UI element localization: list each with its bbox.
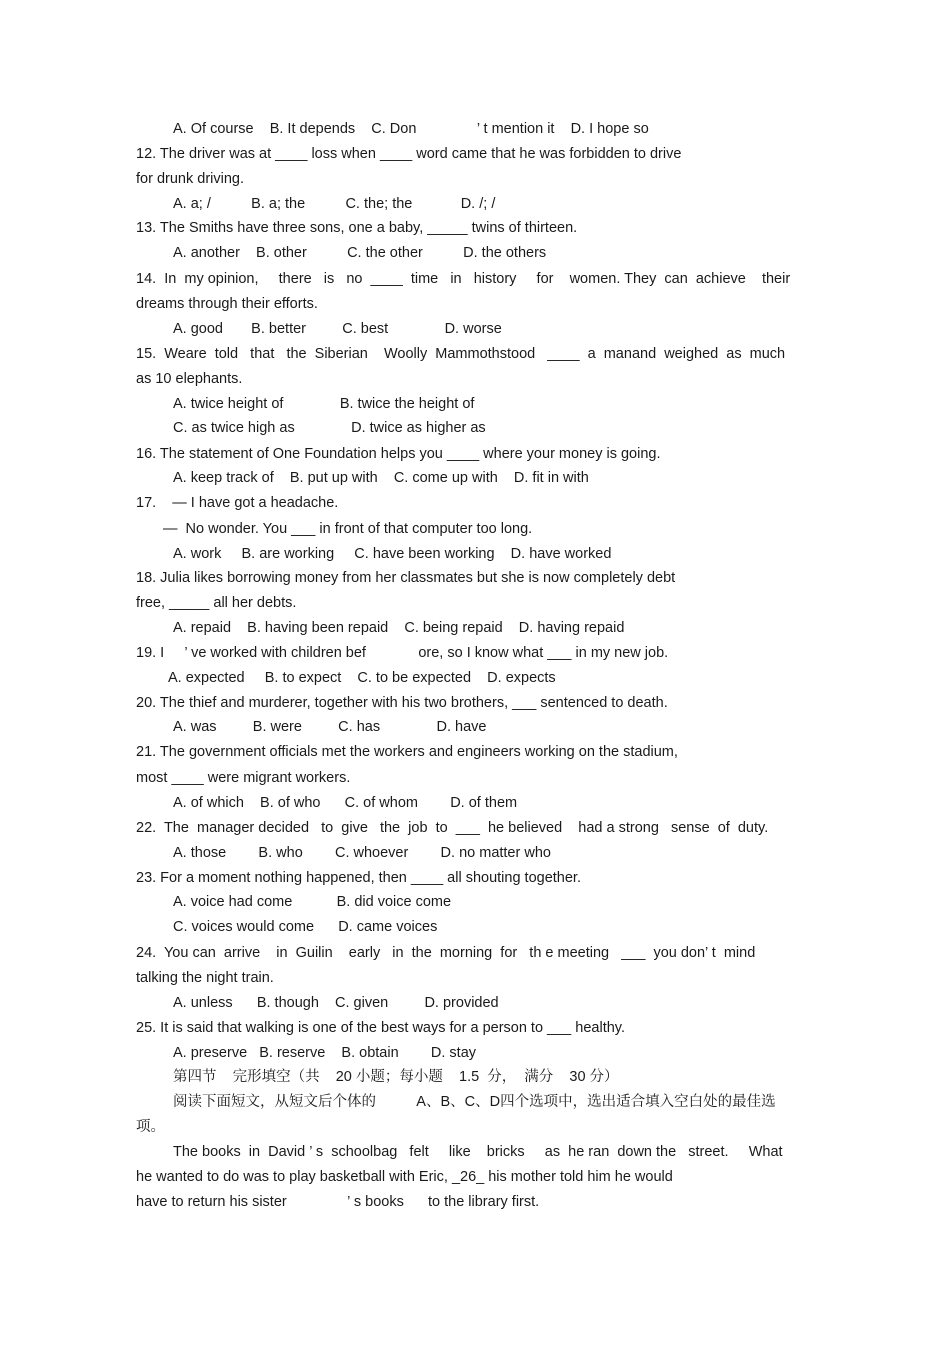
q20-stem: 20. The thief and murderer, together with his two brothers, ___ sentenced to death.	[136, 695, 668, 711]
q25-options: A. preserve B. reserve B. obtain D. stay	[173, 1045, 477, 1061]
q13-stem: 13. The Smiths have three sons, one a baby, _____ twins of thirteen.	[136, 220, 578, 236]
q18-stem-cont: free, _____ all her debts.	[136, 595, 297, 611]
q16-stem: 16. The statement of One Foundation helps you ____ where your money is going.	[136, 446, 661, 462]
q14-options: A. good B. better C. best D. worse	[173, 321, 502, 337]
q14-stem: 14. In my opinion, there is no ____ time in history for women. They can achieve their	[136, 271, 791, 287]
q20-options: A. was B. were C. has D. have	[173, 719, 487, 735]
q22-stem: 22. The manager decided to give the job to ___ he believed had a strong sense of duty.	[136, 820, 769, 836]
q13-options: A. another B. other C. the other D. the others	[173, 245, 547, 261]
q12-options: A. a; / B. a; the C. the; the D. /; /	[173, 196, 496, 212]
q11-options: A. Of course B. It depends C. Don ’ t mention it D. I hope so	[173, 121, 649, 137]
q23-options-cd: C. voices would come D. came voices	[173, 919, 438, 935]
q24-options: A. unless B. though C. given D. provided	[173, 995, 499, 1011]
q14-stem-cont: dreams through their efforts.	[136, 296, 318, 312]
q17-stem: 17. — I have got a headache.	[136, 495, 339, 511]
q16-options: A. keep track of B. put up with C. come up with D. fit in with	[173, 470, 589, 486]
q18-options: A. repaid B. having been repaid C. being repaid D. having repaid	[173, 620, 625, 636]
q21-stem: 21. The government officials met the workers and engineers working on the stadium,	[136, 744, 678, 760]
q15-options-cd: C. as twice high as D. twice as higher as	[173, 420, 486, 436]
q15-options-ab: A. twice height of B. twice the height of	[173, 396, 475, 412]
q24-stem-cont: talking the night train.	[136, 970, 274, 986]
q17-reply: — No wonder. You ___ in front of that computer too long.	[163, 521, 533, 537]
q19-options: A. expected B. to expect C. to be expected D. expects	[168, 670, 556, 686]
section-four-heading: 第四节 完形填空（共 20 小题；每小题 1.5 分， 满分 30 分）	[173, 1069, 619, 1085]
q22-options: A. those B. who C. whoever D. no matter who	[173, 845, 551, 861]
q12-stem: 12. The driver was at ____ loss when ____ word came that he was forbidden to drive	[136, 146, 682, 162]
passage-line-2: he wanted to do was to play basketball with Eric, _26_ his mother told him he would	[136, 1169, 673, 1185]
section-instructions: 阅读下面短文，从短文后个体的 A、B、C、D四个选项中，选出适合填入空白处的最佳选	[173, 1094, 776, 1110]
q21-options: A. of which B. of who C. of whom D. of them	[173, 795, 518, 811]
q19-stem: 19. I ’ ve worked with children bef ore, so I know what ___ in my new job.	[136, 645, 669, 661]
q21-stem-cont: most ____ were migrant workers.	[136, 770, 351, 786]
q15-stem: 15. Weare told that the Siberian Woolly Mammothstood ____ a manand weighed as much	[136, 346, 786, 362]
q17-options: A. work B. are working C. have been working D. have worked	[173, 546, 612, 562]
passage-line-3: have to return his sister ’ s books to the library first.	[136, 1194, 540, 1210]
q24-stem: 24. You can arrive in Guilin early in the morning for th e meeting ___ you don’ t mind	[136, 945, 756, 961]
q15-stem-cont: as 10 elephants.	[136, 371, 243, 387]
section-instructions-cont: 项。	[136, 1119, 165, 1135]
passage-line-1: The books in David ’ s schoolbag felt like bricks as he ran down the street. What	[173, 1144, 783, 1160]
q23-stem: 23. For a moment nothing happened, then ____ all shouting together.	[136, 870, 581, 886]
q23-options-ab: A. voice had come B. did voice come	[173, 894, 452, 910]
q12-stem-cont: for drunk driving.	[136, 171, 244, 187]
q25-stem: 25. It is said that walking is one of the best ways for a person to ___ healthy.	[136, 1020, 625, 1036]
q18-stem: 18. Julia likes borrowing money from her classmates but she is now completely debt	[136, 570, 676, 586]
